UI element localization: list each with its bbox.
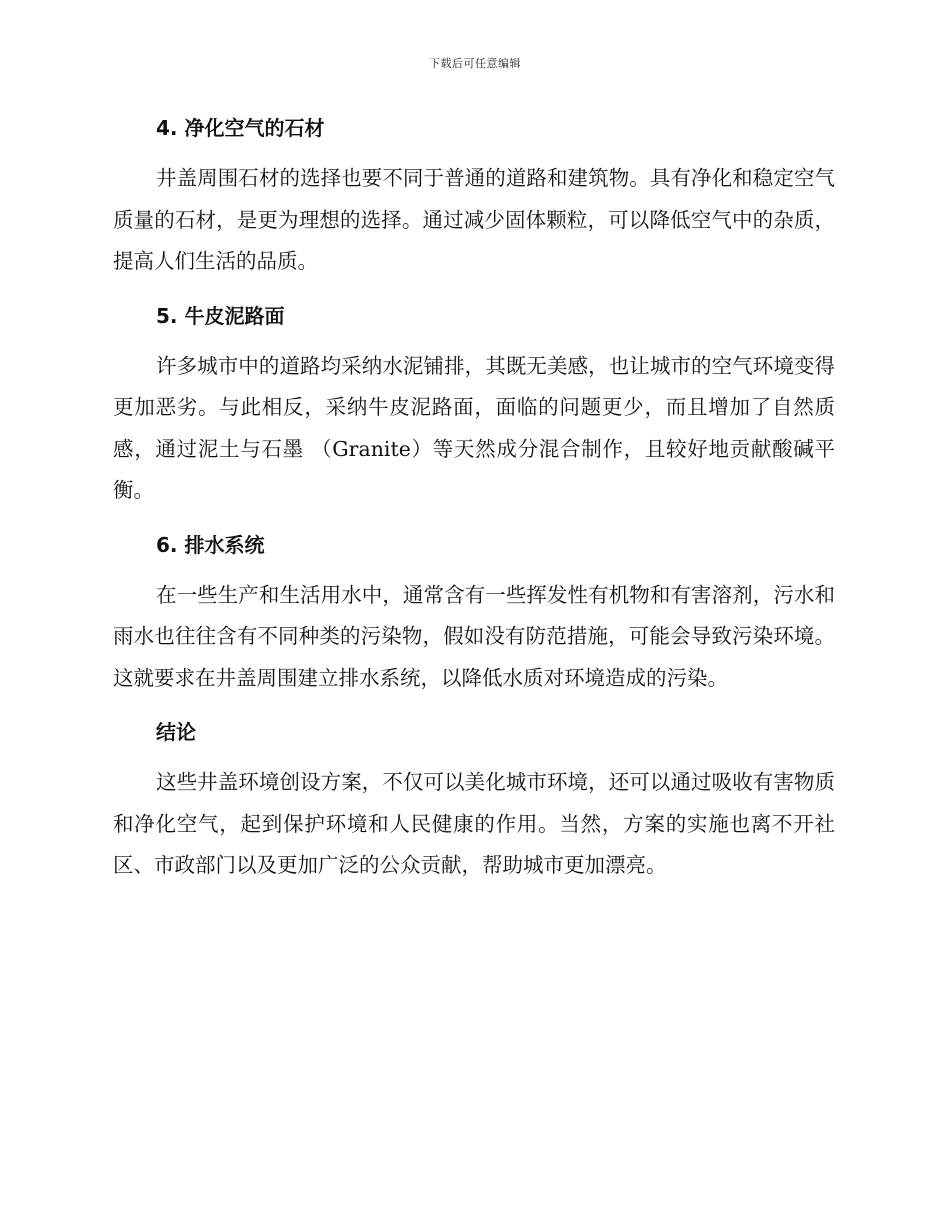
document-content [113, 108, 835, 900]
section-paragraph: 井盖周围石材的选择也要不同于普通的道路和建筑物。具有净化和稳定空气质量的石材，是更为理想的选择。通过减少固体颗粒，可以降低空气中的杂质，提高人们生活的品质。 [113, 166, 835, 273]
section-heading: 5. 牛皮泥路面 [156, 303, 285, 328]
section-heading: 结论 [156, 720, 196, 744]
section-drainage-system [113, 525, 835, 700]
section-heading: 6. 排水系统 [156, 532, 265, 557]
section-cowhide-mud-road [113, 296, 835, 512]
section-paragraph: 在一些生产和生活用水中，通常含有一些挥发性有机物和有害溶剂，污水和雨水也往往含有不同种类的污染物，假如没有防范措施，可能会导致污染环境。这就要求在井盖周围建立排水系统，以降低水质对环境造成的污染。 [113, 582, 835, 690]
section-paragraph: 这些井盖环境创设方案，不仅可以美化城市环境，还可以通过吸收有害物质和净化空气，起到保护环境和人民健康的作用。当然，方案的实施也离不开社区、市政部门以及更加广泛的公众贡献，帮助城市更加漂亮。 [113, 770, 835, 877]
page-header: 下载后可任意编辑 [429, 57, 521, 70]
section-conclusion [113, 712, 835, 887]
section-purifying-stone [113, 108, 835, 283]
section-heading: 4. 净化空气的石材 [156, 116, 325, 140]
section-paragraph: 许多城市中的道路均采纳水泥铺排，其既无美感，也让城市的空气环境变得更加恶劣。与此相反，采纳牛皮泥路面，面临的问题更少，而且增加了自然质感，通过泥土与石墨 （Granite）等天然成分混合制作，且较好地贡献酸碱平衡。 [113, 353, 835, 502]
